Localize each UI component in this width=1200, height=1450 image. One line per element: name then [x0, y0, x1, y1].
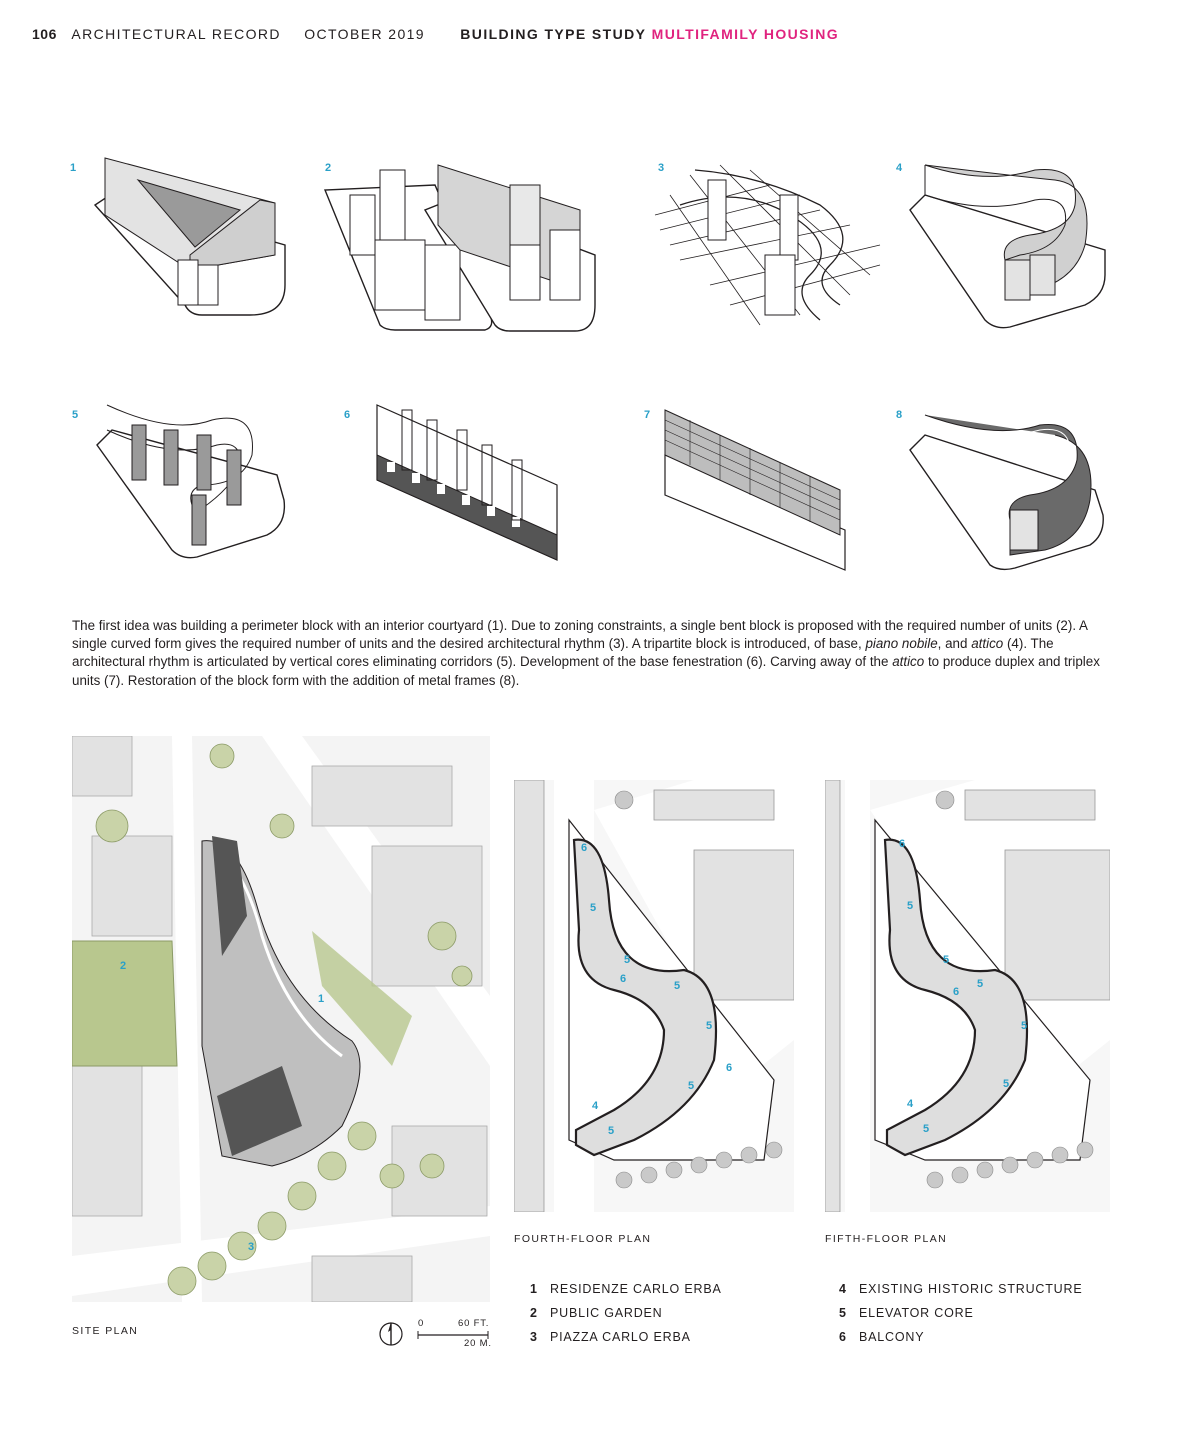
scale-zero: 0	[418, 1318, 425, 1329]
plan-marker: 6	[726, 1062, 733, 1074]
legend-column-2	[839, 1282, 1082, 1354]
fourth-floor-label: FOURTH-FLOOR PLAN	[514, 1233, 652, 1245]
fourth-floor-plan	[514, 780, 794, 1212]
plan-marker: 6	[581, 842, 588, 854]
diagram-number: 3	[658, 162, 665, 174]
plan-marker: 6	[620, 973, 627, 985]
issue-date: OCTOBER 2019	[304, 26, 425, 42]
diagram-caption: The first idea was building a perimeter block with an interior courtyard (1). Due to zoning constraints, a single bent block is proposed with the required number of units (2). A single curved form gives the required number of units and the desired architectural rhythm (3). A tripartite block is introduced, of base, piano nobile, and attico (4). The architectural rhythm is articulated by vertical cores eliminating corridors (5). Development of the base fenestration (6). Carving away of the attico to produce duplex and triplex units (7). Restoration of the block form with the addition of metal frames (8).	[72, 618, 1100, 688]
diagram-number: 1	[70, 162, 77, 174]
site-plan	[72, 736, 490, 1302]
legend-item: 1 RESIDENZE CARLO ERBA	[530, 1282, 722, 1296]
plan-marker: 5	[674, 980, 681, 992]
plan-marker: 5	[943, 954, 950, 966]
section-topic: MULTIFAMILY HOUSING	[651, 26, 840, 42]
plan-marker: 6	[899, 838, 906, 850]
diagram-metal-frames	[905, 400, 1110, 575]
diagram-perimeter-block	[90, 155, 290, 335]
fifth-floor-plan	[825, 780, 1110, 1212]
plan-marker: 6	[953, 986, 960, 998]
plan-marker: 5	[1003, 1078, 1010, 1090]
scale-bar	[378, 1318, 498, 1352]
diagram-tripartite-block	[905, 155, 1110, 335]
diagram-number: 6	[344, 409, 351, 421]
scale-feet: 60 FT.	[458, 1318, 490, 1329]
diagram-carved-attico	[660, 400, 850, 575]
diagram-curved-form	[650, 155, 890, 335]
legend-item: 2 PUBLIC GARDEN	[530, 1306, 663, 1320]
plan-marker: 4	[907, 1098, 914, 1110]
fifth-floor-label: FIFTH-FLOOR PLAN	[825, 1233, 948, 1245]
legend-item: 3 PIAZZA CARLO ERBA	[530, 1330, 691, 1344]
plan-marker: 5	[923, 1123, 930, 1135]
scale-meters: 20 M.	[464, 1338, 492, 1349]
site-marker: 2	[120, 960, 127, 972]
diagram-number: 8	[896, 409, 903, 421]
diagram-number: 2	[325, 162, 332, 174]
plan-marker: 5	[977, 978, 984, 990]
plan-marker: 5	[1021, 1020, 1028, 1032]
site-plan-label: SITE PLAN	[72, 1325, 139, 1337]
diagram-vertical-cores	[92, 395, 292, 565]
plan-marker: 5	[907, 900, 914, 912]
site-marker: 1	[318, 993, 325, 1005]
section-title: BUILDING TYPE STUDY	[460, 26, 647, 42]
diagram-base-fenestration	[372, 400, 562, 570]
diagram-number: 4	[896, 162, 903, 174]
plan-marker: 5	[706, 1020, 713, 1032]
diagram-number: 7	[644, 409, 651, 421]
running-header	[32, 26, 839, 42]
legend-column-1	[530, 1282, 722, 1354]
diagram-number: 5	[72, 409, 79, 421]
plan-marker: 4	[592, 1100, 599, 1112]
legend-item: 5 ELEVATOR CORE	[839, 1306, 974, 1320]
plan-marker: 5	[624, 954, 631, 966]
plan-marker: 5	[590, 902, 597, 914]
legend-item: 4 EXISTING HISTORIC STRUCTURE	[839, 1282, 1083, 1296]
diagram-bent-block	[320, 155, 610, 335]
magazine-name: ARCHITECTURAL RECORD	[71, 26, 281, 42]
plan-marker: 5	[688, 1080, 695, 1092]
plan-marker: 5	[608, 1125, 615, 1137]
page-number: 106	[32, 26, 57, 42]
site-marker: 3	[248, 1241, 255, 1253]
legend-item: 6 BALCONY	[839, 1330, 925, 1344]
